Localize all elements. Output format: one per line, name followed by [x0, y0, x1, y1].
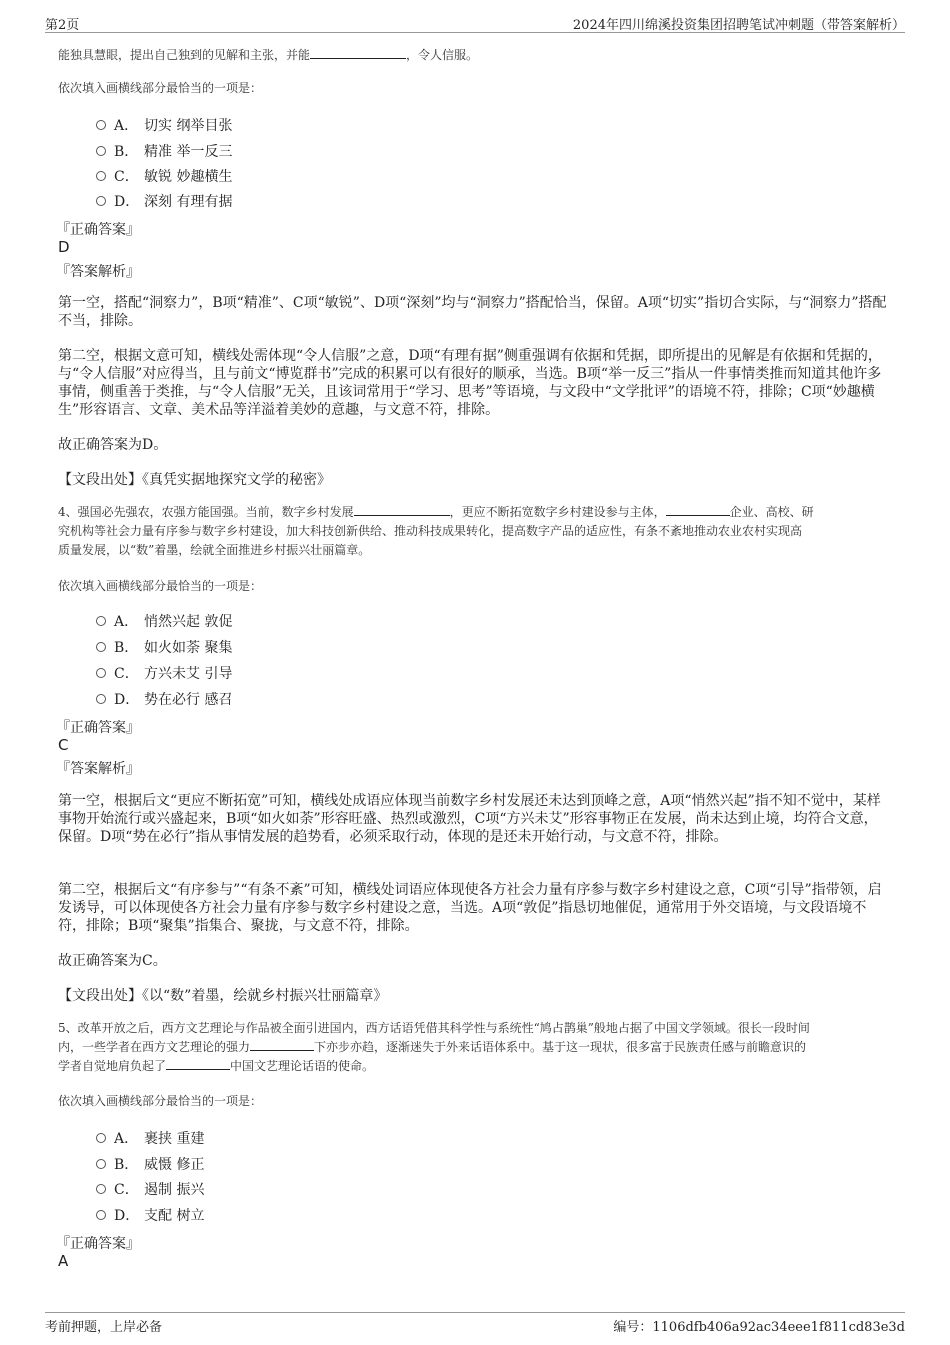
- document-title: 2024年四川绵溪投资集团招聘笔试冲刺题（带答案解析）: [572, 18, 905, 33]
- page-header: [45, 12, 905, 33]
- q3-analysis-label: 『答案解析』: [56, 264, 140, 280]
- q3-passage-tail: 能独具慧眼，提出自己独到的见解和主张，并能 ，令人信服。: [58, 48, 479, 62]
- radio-icon[interactable]: [96, 694, 106, 704]
- q5-option-d[interactable]: D． 支配 树立: [96, 1205, 204, 1225]
- footer-slogan: 考前押题，上岸必备: [45, 1320, 163, 1335]
- q3-option-b[interactable]: B． 精准 举一反三: [96, 141, 232, 161]
- radio-icon[interactable]: [96, 120, 106, 130]
- q4-analysis-p1: 第一空，根据后文“更应不断拓宽”可知，横线处成语应体现当前数字乡村发展还未达到顶峰之意，A项“悄然兴起”指不知不觉中，某样事物开始流行或兴盛起来，B项“如火如荼”形容旺盛、热烈或激烈，C项“方兴未艾”形容事物正在发展，尚未达到止境，均符合文意，保留。D项“势在必行”指从事情发展的趋势看，必须采取行动，体现的是还未开始行动，与文意不符，排除。: [58, 793, 881, 845]
- q5-blank-1: [250, 1038, 314, 1051]
- q3-answer-label: 『正确答案』: [56, 222, 140, 238]
- q4-source: 【文段出处】《以“数”着墨，绘就乡村振兴壮丽篇章》: [58, 988, 388, 1004]
- q3-option-d[interactable]: D． 深刻 有理有据: [96, 191, 232, 211]
- q3-prompt: 依次填入画横线部分最恰当的一项是：: [58, 81, 263, 95]
- q4-prompt: 依次填入画横线部分最恰当的一项是：: [58, 579, 263, 593]
- q5-answer: A: [58, 1252, 69, 1270]
- q5-option-c[interactable]: C． 遏制 振兴: [96, 1179, 204, 1199]
- q3-blank: [310, 46, 406, 59]
- radio-icon[interactable]: [96, 171, 106, 181]
- q4-option-c[interactable]: C． 方兴未艾 引导: [96, 663, 232, 683]
- q4-option-a[interactable]: A． 悄然兴起 敦促: [96, 611, 232, 631]
- q4-blank-2: [666, 503, 730, 516]
- radio-icon[interactable]: [96, 146, 106, 156]
- q5-prompt: 依次填入画横线部分最恰当的一项是：: [58, 1094, 263, 1108]
- q4-analysis-label: 『答案解析』: [56, 761, 140, 777]
- page-footer: [45, 1312, 905, 1335]
- q3-source: 【文段出处】《真凭实据地探究文学的秘密》: [58, 472, 331, 488]
- q3-option-c[interactable]: C． 敏锐 妙趣横生: [96, 166, 232, 186]
- radio-icon[interactable]: [96, 1184, 106, 1194]
- q5-answer-label: 『正确答案』: [56, 1236, 140, 1252]
- q4-analysis-p2: 第二空，根据后文“有序参与”“有条不紊”可知，横线处词语应体现使各方社会力量有序参与数字乡村建设之意，C项“引导”指带领，启发诱导，可以体现使各方社会力量有序参与数字乡村建设之意，当选。A项“敦促”指恳切地催促，通常用于外交语境，与文段语境不符，排除；B项“聚集”指集合、聚拢，与文意不符，排除。: [58, 882, 882, 934]
- q5-option-b[interactable]: B． 威慑 修正: [96, 1154, 204, 1174]
- q4-option-d[interactable]: D． 势在必行 感召: [96, 689, 232, 709]
- q3-conclusion: 故正确答案为D。: [58, 437, 168, 453]
- q5-passage: 5、改革开放之后，西方文艺理论与作品被全面引进国内，西方话语凭借其科学性与系统性“鸠占鹊巢”般地占据了中国文学领域。很长一段时间 内，一些学者在西方文艺理论的强力 下亦步亦趋，逐渐迷失于外来话语体系中。基于这一现状，很多富于民族责任感与前瞻意识的 学者自觉地肩负起了 中国文艺理论话语的使命。: [58, 1021, 810, 1073]
- q3-answer: D: [58, 238, 70, 256]
- radio-icon[interactable]: [96, 1133, 106, 1143]
- q4-blank-1: [354, 503, 450, 516]
- q3-option-a[interactable]: A． 切实 纲举目张: [96, 115, 232, 135]
- document-id: 编号：1106dfb406a92ac34eee1f811cd83e3d: [613, 1320, 905, 1335]
- radio-icon[interactable]: [96, 196, 106, 206]
- radio-icon[interactable]: [96, 1159, 106, 1169]
- q4-conclusion: 故正确答案为C。: [58, 953, 167, 969]
- q4-answer-label: 『正确答案』: [56, 720, 140, 736]
- radio-icon[interactable]: [96, 616, 106, 626]
- radio-icon[interactable]: [96, 642, 106, 652]
- q4-answer: C: [58, 736, 69, 754]
- radio-icon[interactable]: [96, 668, 106, 678]
- q4-passage: 4、强国必先强农，农强方能国强。当前，数字乡村发展 ，更应不断拓宽数字乡村建设参与主体， 企业、高校、研 究机构等社会力量有序参与数字乡村建设，加大科技创新供给、推动科技成果转化，提高数字产品的适应性，有条不紊地推动农业农村实现高 质量发展，以“数”着墨，绘就全面推进乡村振兴壮丽篇章。: [58, 505, 814, 557]
- page-number: 第2页: [45, 18, 80, 33]
- q3-analysis-p2: 第二空，根据文意可知，横线处需体现“令人信服”之意，D项“有理有据”侧重强调有依据和凭据，即所提出的见解是有依据和凭据的，与“令人信服”对应得当，且与前文“博览群书”完成的积累可以有很好的顺承，当选。B项“举一反三”指从一件事情类推而知道其他许多事情，侧重善于类推，与“令人信服”无关，且该词常用于“学习、思考”等语境，与文段中“文学批评”的语境不符，排除；C项“妙趣横生”形容语言、文章、美术品等洋溢着美妙的意趣，与文意不符，排除。: [58, 348, 882, 418]
- q5-option-a[interactable]: A． 裹挟 重建: [96, 1128, 204, 1148]
- q3-analysis-p1: 第一空，搭配“洞察力”，B项“精准”、C项“敏锐”、D项“深刻”均与“洞察力”搭配恰当，保留。A项“切实”指切合实际，与“洞察力”搭配不当，排除。: [58, 295, 887, 329]
- radio-icon[interactable]: [96, 1210, 106, 1220]
- q5-blank-2: [166, 1057, 230, 1070]
- q4-option-b[interactable]: B． 如火如荼 聚集: [96, 637, 232, 657]
